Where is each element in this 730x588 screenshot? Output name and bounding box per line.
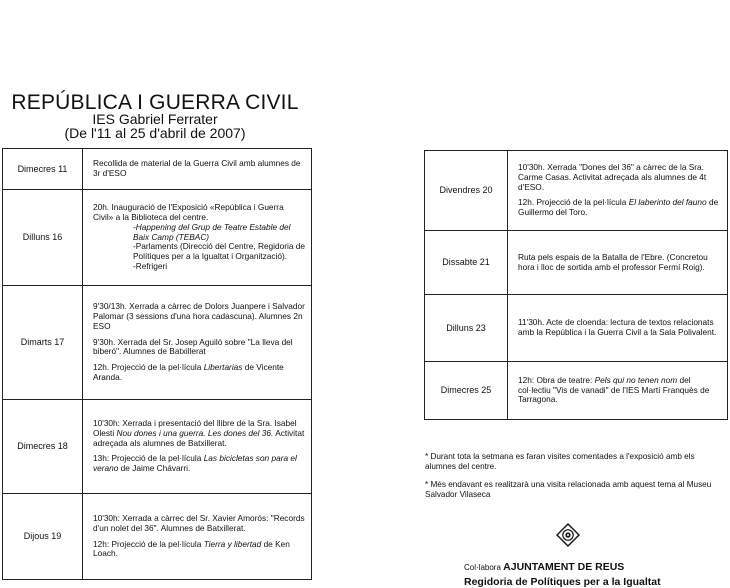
- table-row: [3, 286, 312, 400]
- activity-text: 12h: Projecció de la pel·lícula Tierra y libertad de Ken Loach.: [93, 538, 290, 559]
- activity-subitem: -Happening del Grup de Teatre Estable del Baix Camp (TEBAC): [133, 221, 291, 242]
- activity-cell: [83, 149, 312, 190]
- note-text: * Durant tota la setmana es faran visites comentades a l'exposició amb els alumnes del centre.: [425, 452, 695, 471]
- footer-line: [464, 557, 661, 575]
- table-row: [3, 190, 312, 286]
- activity-cell: [83, 190, 312, 286]
- ajuntament-name: AJUNTAMENT DE REUS: [503, 561, 625, 573]
- activity-cell: [83, 286, 312, 400]
- activity-text: 9'30/13h. Xerrada a càrrec de Dolors Juanpere i Salvador Palomar (3 sessions d'una hora cadascuna). Alumnes 2n ESO: [93, 301, 305, 331]
- activity-text: 10'30h: Xerrada i presentació del llibre de la Sra. Isabel Olesti Nou dones i una guerra. Les dones del 36. Activitat adreçada als alumnes de Batxillerat.: [93, 418, 305, 448]
- activity-cell: [508, 231, 728, 295]
- day-cell: Dimecres 18: [3, 400, 83, 494]
- table-row: [425, 295, 728, 362]
- schedule-table-left: [2, 148, 312, 580]
- activity-text: 12h: Obra de teatre: Pels qui no tenen nom del col·lectiu "Vis de vanadi" de l'IES Martí Franquès de Tarragona.: [518, 374, 710, 405]
- day-cell: Dimarts 17: [3, 286, 83, 400]
- table-row: [425, 362, 728, 420]
- table-row: [3, 400, 312, 494]
- date-range: (De l'11 al 25 d'abril de 2007): [64, 125, 246, 141]
- activity-subitem: -Refrigeri: [133, 260, 168, 271]
- table-row: [425, 151, 728, 231]
- day-cell: Dimecres 25: [425, 362, 508, 420]
- table-row: [425, 231, 728, 295]
- page-title: REPÚBLICA I GUERRA CIVIL: [11, 91, 299, 114]
- activity-text: Recollida de material de la Guerra Civil amb alumnes de 3r d'ESO: [93, 158, 301, 178]
- activity-text: 20h. Inauguració de l'Exposició «República i Guerra Civil» a la Biblioteca del centre.: [93, 202, 284, 223]
- activity-text: 9'30h. Xerrada del Sr. Josep Aguiló sobre "La lleva del biberó". Alumnes de Batxillerat: [93, 336, 293, 357]
- school-name: IES Gabriel Ferrater: [92, 111, 218, 127]
- day-cell: Divendres 20: [425, 151, 508, 231]
- activity-text: 11'30h. Acte de cloenda: lectura de textos relacionats amb la República i la Guerra Civil a la Sala Polivalent.: [518, 317, 717, 337]
- collabora-label: Col·labora: [464, 563, 504, 572]
- activity-cell: [83, 400, 312, 494]
- activity-text: Ruta pels espais de la Batalla de l'Ebre. (Concretou hora i lloc de sortida amb el professor Fermí Roig).: [518, 251, 708, 272]
- table-row: [3, 149, 312, 190]
- activity-cell: [508, 151, 728, 231]
- footer-credits: [464, 557, 661, 588]
- activity-text: 10'30h. Xerrada "Dones del 36" a càrrec de la Sra. Carme Casas. Activitat adreçada als alumnes de 4t d'ESO.: [518, 162, 707, 192]
- activity-subitem: -Parlaments (Direcció del Centre, Regidoria de Polítiques per a la Igualtat i Organització).: [133, 241, 306, 262]
- activity-text: 12h. Projecció de la pel·lícula El laberinto del fauno de Guillermo del Toro.: [518, 197, 719, 218]
- schedule-table-right: [424, 150, 728, 420]
- regidoria-name: Regidoria de Polítiques per a la Igualtat: [464, 576, 661, 588]
- activity-cell: [508, 295, 728, 362]
- day-cell: Dimecres 11: [3, 149, 83, 190]
- activity-text: 13h: Projecció de la pel·lícula Las bicicletas son para el verano de Jaime Chávarri.: [93, 453, 297, 474]
- day-cell: Dilluns 23: [425, 295, 508, 362]
- activity-text: 10'30h: Xerrada a càrrec del Sr. Xavier Amorós: "Records d'un nolet del 36". Alumnes de Batxillerat.: [93, 512, 305, 533]
- activity-text: 12h. Projecció de la pel·lícula Libertarias de Vicente Aranda.: [93, 362, 284, 382]
- reus-coat-of-arms-icon: [556, 523, 580, 547]
- day-cell: Dissabte 21: [425, 231, 508, 295]
- day-cell: Dilluns 16: [3, 190, 83, 286]
- table-row: [3, 494, 312, 580]
- note-text: * Més endavant es realitzarà una visita relacionada amb aquest tema al Museu Salvador Vilaseca: [425, 480, 712, 499]
- activity-cell: [508, 362, 728, 420]
- day-cell: Dijous 19: [3, 494, 83, 580]
- activity-cell: [83, 494, 312, 580]
